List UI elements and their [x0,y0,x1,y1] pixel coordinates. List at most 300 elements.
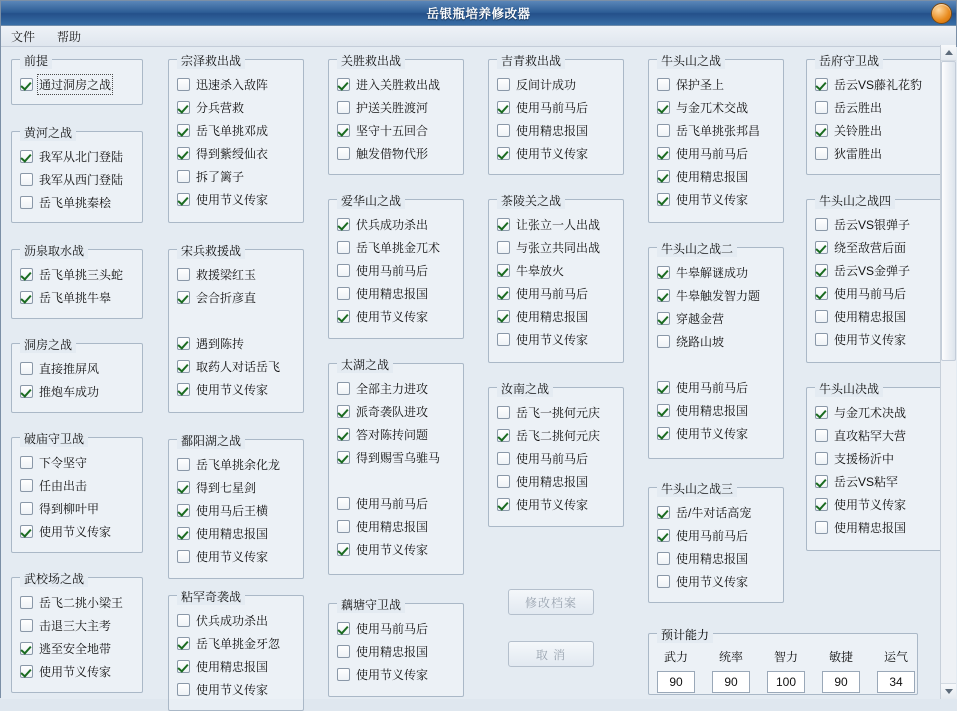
checkbox-box[interactable] [337,310,350,323]
checkbox-box[interactable] [815,124,828,137]
checkbox-box[interactable] [20,291,33,304]
checkbox-box[interactable] [815,475,828,488]
checkbox-box[interactable] [20,665,33,678]
scroll-down-arrow-icon[interactable] [941,683,956,699]
group-aihua [328,194,464,339]
checkbox-box[interactable] [20,385,33,398]
checkbox-row[interactable] [497,142,617,165]
checkbox-row[interactable] [20,73,136,96]
checkbox-box[interactable] [815,310,828,323]
checkbox-row[interactable] [177,609,297,632]
checkbox-box[interactable] [177,101,190,114]
checkbox-box[interactable] [177,78,190,91]
group-poyang [168,434,304,579]
checkbox-row[interactable] [497,328,617,351]
checkbox-row[interactable] [20,380,136,403]
group-items [329,200,463,334]
checkbox-box[interactable] [497,147,510,160]
group-niutou4 [806,194,942,363]
checkbox-row[interactable] [657,96,777,119]
checkbox-box[interactable] [657,404,670,417]
checkbox-box[interactable] [177,124,190,137]
checkbox-label: 使用马前马后 [676,147,749,161]
menu-item-help[interactable]: 帮助 [57,29,82,44]
checkbox-row[interactable] [337,617,457,640]
checkbox-row[interactable] [337,259,457,282]
checkbox-box[interactable] [657,529,670,542]
group-yuefu [806,54,942,175]
checkbox-row[interactable] [177,655,297,678]
checkbox-label: 岳飞单挑张邦昌 [676,124,761,138]
checkbox-box[interactable] [497,218,510,231]
checkbox-row[interactable] [20,191,136,214]
checkbox-box[interactable] [20,78,33,91]
checkbox-row[interactable] [497,213,617,236]
checkbox-box[interactable] [20,479,33,492]
checkbox-row[interactable] [815,424,935,447]
close-button[interactable] [931,3,952,24]
checkbox-row[interactable] [337,213,457,236]
checkbox-label: 岳云VS金弹子 [834,264,911,278]
apply-button[interactable]: 修改档案 [508,589,594,615]
stat-label: 智力 [773,650,798,664]
group-items [329,604,463,692]
checkbox-row[interactable] [20,145,136,168]
checkbox-box[interactable] [337,218,350,231]
checkbox-box[interactable] [20,642,33,655]
group-items [12,344,142,409]
group-title: 宋兵救援战 [177,242,245,259]
checkbox-box[interactable] [20,525,33,538]
checkbox-row[interactable] [337,142,457,165]
checkbox-box[interactable] [657,575,670,588]
checkbox-box[interactable] [497,452,510,465]
checkbox-row[interactable] [497,119,617,142]
checkbox-box[interactable] [177,614,190,627]
checkbox-box[interactable] [815,287,828,300]
checkbox-box[interactable] [337,668,350,681]
checkbox-row[interactable] [337,96,457,119]
checkbox-row[interactable] [497,424,617,447]
checkbox-box[interactable] [657,266,670,279]
checkbox-label: 使用节义传家 [676,575,749,589]
checkbox-row[interactable] [815,493,935,516]
checkbox-box[interactable] [337,645,350,658]
checkbox-box[interactable] [337,520,350,533]
checkbox-box[interactable] [497,78,510,91]
checkbox-box[interactable] [657,147,670,160]
checkbox-row[interactable] [337,282,457,305]
checkbox-row[interactable] [337,377,457,400]
checkbox-box[interactable] [337,428,350,441]
checkbox-box[interactable] [657,193,670,206]
checkbox-box[interactable] [815,218,828,231]
checkbox-label: 岳飞一挑何元庆 [516,406,601,420]
checkbox-label: 进入关胜救出战 [356,78,441,92]
checkbox-box[interactable] [815,406,828,419]
checkbox-row[interactable] [657,547,777,570]
checkbox-label: 岳云VS藤礼花豹 [834,78,923,92]
checkbox-label: 使用节义传家 [676,193,749,207]
checkbox-box[interactable] [177,504,190,517]
checkbox-label: 反间计成功 [516,78,577,92]
checkbox-label: 使用精忠报国 [516,475,589,489]
checkbox-row[interactable] [177,632,297,655]
checkbox-box[interactable] [337,124,350,137]
checkbox-row[interactable] [177,332,297,355]
checkbox-row[interactable] [337,236,457,259]
checkbox-row[interactable] [337,515,457,538]
checkbox-box[interactable] [177,637,190,650]
checkbox-box[interactable] [815,333,828,346]
checkbox-row[interactable] [177,545,297,568]
checkbox-box[interactable] [337,497,350,510]
checkbox-row[interactable] [177,355,297,378]
checkbox-box[interactable] [815,498,828,511]
checkbox-label: 全部主力进攻 [356,382,429,396]
checkbox-label: 使用节义传家 [196,383,269,397]
checkbox-box[interactable] [657,552,670,565]
checkbox-box[interactable] [657,381,670,394]
checkbox-row[interactable] [20,497,136,520]
checkbox-label: 使用节义传家 [196,550,269,564]
checkbox-label: 使用节义传家 [516,333,589,347]
checkbox-row[interactable] [177,263,297,286]
checkbox-box[interactable] [337,241,350,254]
group-zhanhan [168,590,304,711]
checkbox-box[interactable] [20,362,33,375]
checkbox-label: 拆了篱子 [196,170,245,184]
checkbox-row[interactable] [815,236,935,259]
checkbox-label: 使用精忠报国 [516,124,589,138]
checkbox-label: 使用精忠报国 [676,170,749,184]
checkbox-row[interactable] [815,328,935,351]
checkbox-box[interactable] [497,124,510,137]
checkbox-row[interactable] [657,73,777,96]
checkbox-row[interactable] [497,401,617,424]
checkbox-box[interactable] [657,289,670,302]
checkbox-box[interactable] [497,406,510,419]
checkbox-row[interactable] [657,399,777,422]
checkbox-box[interactable] [177,550,190,563]
checkbox-row[interactable] [497,493,617,516]
group-title: 粘罕奇袭战 [177,588,245,605]
checkbox-label: 使用马前马后 [676,529,749,543]
group-items [807,60,941,171]
group-title: 牛头山之战 [657,52,725,69]
checkbox-row[interactable] [177,453,297,476]
checkbox-row[interactable] [20,660,136,683]
checkbox-box[interactable] [815,147,828,160]
checkbox-box[interactable] [177,268,190,281]
checkbox-row[interactable] [177,378,297,401]
checkbox-box[interactable] [657,124,670,137]
checkbox-box[interactable] [497,241,510,254]
checkbox-row[interactable] [497,447,617,470]
checkbox-row[interactable] [177,522,297,545]
checkbox-row[interactable] [177,476,297,499]
checkbox-label: 关铃胜出 [834,124,883,138]
group-items [807,200,941,357]
checkbox-box[interactable] [497,287,510,300]
checkbox-label: 狄雷胜出 [834,147,883,161]
checkbox-box[interactable] [497,475,510,488]
checkbox-row[interactable] [177,96,297,119]
checkbox-row[interactable] [20,474,136,497]
checkbox-row[interactable] [657,330,777,353]
checkbox-row[interactable] [815,213,935,236]
checkbox-box[interactable] [177,360,190,373]
group-guansheng [328,54,464,175]
menu-item-file[interactable]: 文件 [11,29,36,44]
checkbox-label: 护送关胜渡河 [356,101,429,115]
checkbox-row[interactable] [815,96,935,119]
group-items [12,250,142,315]
checkbox-row[interactable] [657,284,777,307]
checkbox-box[interactable] [337,287,350,300]
checkbox-box[interactable] [20,502,33,515]
group-title: 牛头山之战三 [657,480,737,497]
checkbox-label: 使用精忠报国 [356,287,429,301]
checkbox-box[interactable] [815,101,828,114]
checkbox-label: 绕路山坡 [676,335,725,349]
main-content [1,47,957,699]
checkbox-row[interactable] [497,282,617,305]
stat-value-input[interactable]: 34 [877,671,915,693]
checkbox-row[interactable] [815,447,935,470]
stat-value-input[interactable]: 100 [767,671,805,693]
checkbox-box[interactable] [497,264,510,277]
checkbox-box[interactable] [20,196,33,209]
checkbox-box[interactable] [497,101,510,114]
group-title: 黄河之战 [20,124,76,141]
checkbox-label: 使用马前马后 [516,287,589,301]
checkbox-box[interactable] [177,481,190,494]
checkbox-label: 岳飞单挑邓成 [196,124,269,138]
checkbox-label: 我军从西门登陆 [39,173,124,187]
checkbox-row[interactable] [177,286,297,309]
checkbox-box[interactable] [337,405,350,418]
checkbox-box[interactable] [657,427,670,440]
checkbox-row[interactable] [657,307,777,330]
scroll-up-arrow-icon[interactable] [941,45,956,61]
checkbox-row[interactable] [337,400,457,423]
group-title: 岳府守卫战 [815,52,883,69]
checkbox-box[interactable] [815,264,828,277]
checkbox-row[interactable] [20,451,136,474]
checkbox-row[interactable] [815,305,935,328]
checkbox-row[interactable] [815,142,935,165]
group-chaling [488,194,624,363]
group-title: 爱华山之战 [337,192,405,209]
checkbox-row[interactable] [657,422,777,445]
checkbox-row[interactable] [815,516,935,539]
checkbox-box[interactable] [177,527,190,540]
scrollbar-thumb[interactable] [941,61,956,361]
checkbox-row[interactable] [177,119,297,142]
checkbox-box[interactable] [337,543,350,556]
group-items [649,248,783,451]
checkbox-row[interactable] [177,142,297,165]
checkbox-row[interactable] [815,401,935,424]
group-title: 汝南之战 [497,380,553,397]
checkbox-row[interactable] [815,282,935,305]
checkbox-box[interactable] [177,170,190,183]
checkbox-label: 使用马前马后 [516,101,589,115]
stats-title: 预计能力 [657,626,713,643]
checkbox-row[interactable] [657,524,777,547]
checkbox-box[interactable] [497,498,510,511]
checkbox-row[interactable] [815,470,935,493]
checkbox-row[interactable] [337,640,457,663]
checkbox-row[interactable] [657,142,777,165]
checkbox-box[interactable] [815,452,828,465]
checkbox-row[interactable] [657,501,777,524]
checkbox-box[interactable] [815,241,828,254]
window-controls [931,3,952,24]
checkbox-label: 使用马前马后 [356,622,429,636]
checkbox-row[interactable] [337,423,457,446]
checkbox-row[interactable] [497,470,617,493]
checkbox-box[interactable] [497,333,510,346]
checkbox-row[interactable] [657,570,777,593]
stat-value-input[interactable]: 90 [657,671,695,693]
checkbox-box[interactable] [337,382,350,395]
checkbox-box[interactable] [657,170,670,183]
checkbox-row[interactable] [20,614,136,637]
checkbox-box[interactable] [177,337,190,350]
checkbox-box[interactable] [497,310,510,323]
checkbox-box[interactable] [815,429,828,442]
stat-value-input[interactable]: 90 [712,671,750,693]
vertical-scrollbar[interactable] [940,45,956,699]
checkbox-row[interactable] [177,499,297,522]
checkbox-label: 使用节义传家 [39,525,112,539]
checkbox-row[interactable] [497,236,617,259]
checkbox-label: 岳飞二挑小梁王 [39,596,124,610]
checkbox-row[interactable] [177,165,297,188]
checkbox-row[interactable] [177,73,297,96]
checkbox-label: 使用马前马后 [516,452,589,466]
checkbox-row[interactable] [20,286,136,309]
checkbox-row[interactable] [815,119,935,142]
checkbox-row[interactable] [337,446,457,469]
stats-panel [648,628,918,695]
checkbox-box[interactable] [657,78,670,91]
group-title: 太湖之战 [337,356,393,373]
checkbox-box[interactable] [20,619,33,632]
checkbox-label: 使用节义传家 [676,427,749,441]
checkbox-box[interactable] [337,622,350,635]
checkbox-label: 分兵营救 [196,101,245,115]
checkbox-box[interactable] [20,173,33,186]
group-title: 洞房之战 [20,336,76,353]
checkbox-box[interactable] [20,150,33,163]
checkbox-row[interactable] [337,663,457,686]
checkbox-row[interactable] [337,492,457,515]
checkbox-label: 让张立一人出战 [516,218,601,232]
checkbox-box[interactable] [815,78,828,91]
checkbox-row[interactable] [20,637,136,660]
group-title: 前提 [20,52,52,69]
checkbox-row[interactable] [20,520,136,543]
checkbox-label: 岳飞单挑牛皋 [39,291,112,305]
checkbox-box[interactable] [177,660,190,673]
group-zongze [168,54,304,223]
checkbox-row[interactable] [337,73,457,96]
checkbox-row[interactable] [657,261,777,284]
checkbox-label: 穿越金营 [676,312,725,326]
checkbox-row[interactable] [497,259,617,282]
checkbox-row[interactable] [657,119,777,142]
checkbox-box[interactable] [177,193,190,206]
checkbox-row[interactable] [20,357,136,380]
checkbox-label: 使用节义传家 [196,193,269,207]
checkbox-box[interactable] [177,458,190,471]
checkbox-row[interactable] [657,188,777,211]
checkbox-box[interactable] [657,506,670,519]
checkbox-box[interactable] [177,383,190,396]
stat-label: 武力 [663,650,688,664]
checkbox-row[interactable] [337,305,457,328]
checkbox-row[interactable] [20,168,136,191]
checkbox-label: 岳飞单挑金兀术 [356,241,441,255]
checkbox-box[interactable] [177,147,190,160]
stat-value-input[interactable]: 90 [822,671,860,693]
checkbox-box[interactable] [337,101,350,114]
checkbox-box[interactable] [337,147,350,160]
checkbox-box[interactable] [657,335,670,348]
checkbox-row[interactable] [337,538,457,561]
checkbox-box[interactable] [657,101,670,114]
group-dongfang [11,338,143,413]
checkbox-row[interactable] [815,73,935,96]
checkbox-row[interactable] [657,165,777,188]
cancel-button[interactable]: 取 消 [508,641,594,667]
checkbox-box[interactable] [337,451,350,464]
group-items [489,388,623,522]
checkbox-label: 使用马前马后 [356,264,429,278]
checkbox-row[interactable] [497,96,617,119]
group-title: 茶陵关之战 [497,192,565,209]
checkbox-label: 使用节义传家 [834,333,907,347]
checkbox-label: 使用精忠报国 [356,645,429,659]
checkbox-label: 使用精忠报国 [356,520,429,534]
checkbox-row[interactable] [20,263,136,286]
checkbox-row[interactable] [337,119,457,142]
checkbox-box[interactable] [177,291,190,304]
checkbox-box[interactable] [20,268,33,281]
checkbox-box[interactable] [337,264,350,277]
group-runan [488,382,624,527]
checkbox-row[interactable] [497,73,617,96]
checkbox-label: 使用马后王横 [196,504,269,518]
checkbox-box[interactable] [657,312,670,325]
checkbox-row[interactable] [815,259,935,282]
checkbox-box[interactable] [177,683,190,696]
checkbox-row[interactable] [657,376,777,399]
checkbox-row[interactable] [497,305,617,328]
checkbox-label: 会合折彦直 [196,291,257,305]
checkbox-box[interactable] [497,429,510,442]
checkbox-box[interactable] [20,456,33,469]
checkbox-row[interactable] [177,188,297,211]
checkbox-row[interactable] [20,591,136,614]
checkbox-box[interactable] [337,78,350,91]
checkbox-box[interactable] [20,596,33,609]
checkbox-box[interactable] [815,521,828,534]
checkbox-label: 使用精忠报国 [196,527,269,541]
